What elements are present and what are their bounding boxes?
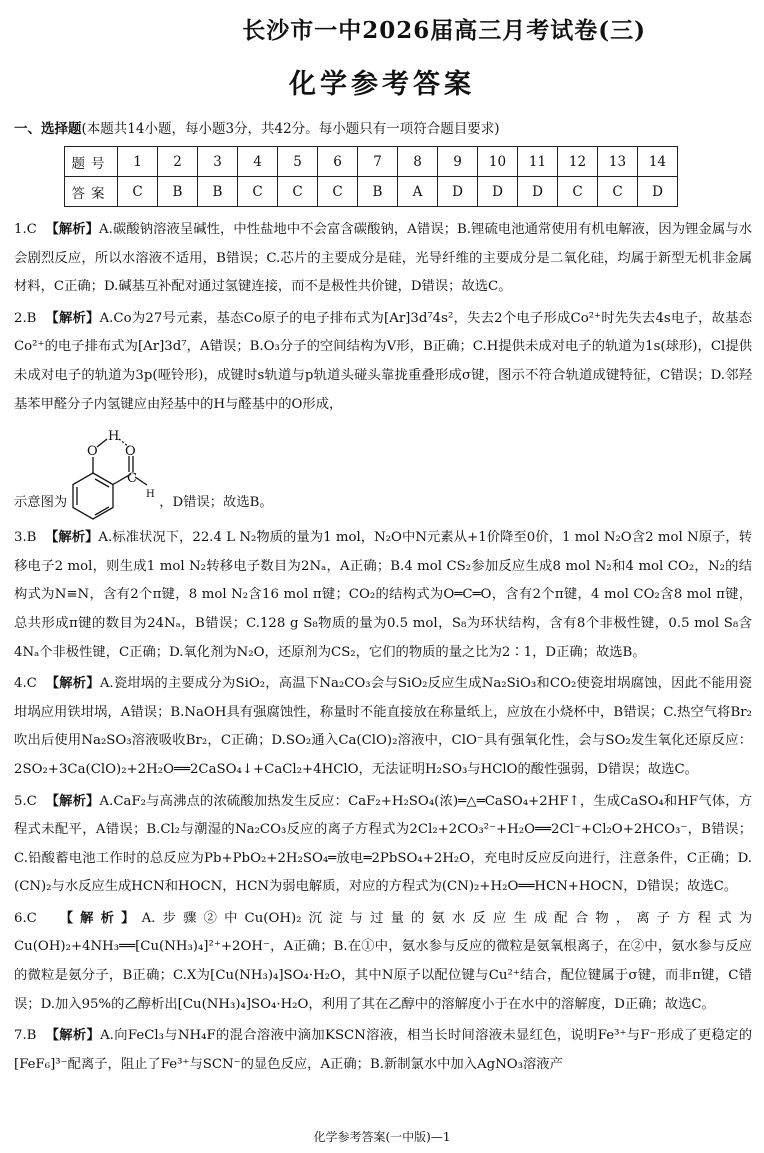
solution-item-1 <box>14 216 752 302</box>
salicylaldehyde-structure <box>67 425 159 521</box>
structure-conclusion: ，D错误；故选B。 <box>159 494 273 510</box>
solution-item-7 <box>14 1022 752 1079</box>
benzene-ring <box>73 473 113 519</box>
answer-cell: D <box>638 177 678 207</box>
page-footer: 化学参考答案(一中版)—1 <box>313 1130 451 1144</box>
solution-item-6 <box>14 905 752 1019</box>
atom-o1: O <box>87 444 98 460</box>
document-title: 化学参考答案 <box>289 69 475 100</box>
item-number: 2.B <box>14 310 37 326</box>
question-number: 5 <box>278 147 318 177</box>
row-label-number: 题号 <box>65 147 118 177</box>
section-heading-bold: 一、选择题 <box>14 121 82 137</box>
question-number: 9 <box>438 147 478 177</box>
item-number: 1.C <box>14 222 37 237</box>
answer-cell: D <box>478 177 518 207</box>
answer-cell: D <box>438 177 478 207</box>
item-number: 7.B <box>14 1028 37 1044</box>
item-text: A.向FeCl₃与NH₄F的混合溶液中滴加KSCN溶液，相当长时间溶液未显红色，说明Fe³⁺与F⁻形成了更稳定的[FeF₆]³⁻配离子，阻止了Fe³⁺与SCN⁻的显色反应，A正确；B.新制氯水中加入AgNO₃溶液产 <box>14 1028 752 1072</box>
exam-title: 长沙市一中2026届高三月考试卷(三) <box>242 17 646 44</box>
question-number: 10 <box>478 147 518 177</box>
answer-cell: C <box>598 177 638 207</box>
answer-cell: B <box>358 177 398 207</box>
answer-cell: C <box>118 177 158 207</box>
atom-c: C <box>127 471 138 487</box>
question-number: 4 <box>238 147 278 177</box>
atom-o2: O <box>125 444 136 460</box>
answer-table-answer-row <box>65 177 678 207</box>
answer-cell: B <box>198 177 238 207</box>
item-number: 3.B <box>14 530 37 546</box>
section-heading <box>14 117 499 137</box>
atom-h2: H <box>146 489 155 501</box>
solution-item-4 <box>14 670 752 784</box>
question-number: 14 <box>638 147 678 177</box>
item-tag: 【解析】 <box>59 910 142 926</box>
item-tag: 【解析】 <box>45 310 100 326</box>
question-number: 11 <box>518 147 558 177</box>
answer-cell: A <box>398 177 438 207</box>
answer-cell: C <box>318 177 358 207</box>
answer-cell: C <box>238 177 278 207</box>
question-number: 13 <box>598 147 638 177</box>
item-text: A.标准状况下，22.4 L N₂物质的量为1 mol，N₂O中N元素从+1价降至0价，1 mol N₂O含2 mol N原子，转移电子2 mol，则生成1 mol N₂转移电子数目为2Nₐ，A正确；B.4 mol CS₂参加反应生成8 mol N₂和4 mol CO₂，N₂的结构式为N≡N，含有2个π键，8 mol N₂含16 mol π键；CO₂的结构式为O═C═O，含有2个π键，4 mol CO₂含8 mol π键，总共形成π键的数目为24Nₐ，B错误；C.128 g S₈物质的量为0.5 mol，S₈为环状结构，含有8个非极性键，0.5 mol S₈含4Nₐ个非极性键，C正确；D.氧化剂为N₂O，还原剂为CS₂，它们的物质的量之比为2∶1，D正确；故选B。 <box>14 530 752 660</box>
answer-cell: C <box>558 177 598 207</box>
answer-cell: C <box>278 177 318 207</box>
question-number: 3 <box>198 147 238 177</box>
answer-table-number-row <box>65 147 678 177</box>
structure-row <box>14 421 752 521</box>
question-number: 8 <box>398 147 438 177</box>
item-tag: 【解析】 <box>45 530 99 546</box>
item-number: 5.C <box>14 793 37 809</box>
question-number: 12 <box>558 147 598 177</box>
item-text: A.步骤②中Cu(OH)₂沉淀与过量的氨水反应生成配合物，离子方程式为Cu(OH)₂+4NH₃══[Cu(NH₃)₄]²⁺+2OH⁻，A正确；B.在①中，氨水参与反应的微粒是氨氧根离子，在②中，氨水参与反应的微粒是氨分子，B正确；C.X为[Cu(NH₃)₄]SO₄·H₂O，其中N原子以配位键与Cu²⁺结合，配位键属于σ键，而非π键，C错误；D.加入95%的乙醇析出[Cu(NH₃)₄]SO₄·H₂O，利用了其在乙醇中的溶解度小于在水中的溶解度，D正确；故选C。 <box>14 910 752 1012</box>
question-number: 6 <box>318 147 358 177</box>
item-tag: 【解析】 <box>45 1028 101 1044</box>
item-text: A.瓷坩埚的主要成分为SiO₂，高温下Na₂CO₃会与SiO₂反应生成Na₂SiO₃和CO₂使瓷坩埚腐蚀，因此不能用瓷坩埚应用铁坩埚，A错误；B.NaOH具有强腐蚀性，称量时不能直接放在称量纸上，应放在小烧杯中，B错误；C.热空气将Br₂吹出后使用Na₂SO₃溶液吸收Br₂，C正确；D.SO₂通入Ca(ClO)₂溶液中，ClO⁻具有强氧化性，会与SO₂发生氧化还原反应：2SO₂+3Ca(ClO)₂+2H₂O══2CaSO₄↓+CaCl₂+4HClO，无法证明H₂SO₃与HClO的酸性强弱，D错误；故选C。 <box>14 676 752 777</box>
item-tag: 【解析】 <box>45 222 100 237</box>
question-number: 2 <box>158 147 198 177</box>
item-text: A.CaF₂与高沸点的浓硫酸加热发生反应：CaF₂+H₂SO₄(浓)═△═CaSO₄+2HF↑，生成CaSO₄和HF气体，方程式未配平，A错误；B.Cl₂与潮湿的Na₂CO₃反应的离子方程式为2Cl₂+2CO₃²⁻+H₂O══2Cl⁻+Cl₂O+2HCO₃⁻，B错误；C.铅酸蓄电池工作时的总反应为Pb+PbO₂+2H₂SO₄═放电═2PbSO₄+2H₂O，充电时反应反向进行，注意条件，C正确；D.(CN)₂与水反应生成HCN和HOCN，HCN为弱电解质，对应的方程式为(CN)₂+H₂O══HCN+HOCN，D错误；故选C。 <box>14 793 752 895</box>
section-heading-rest: (本题共14小题，每小题3分，共42分。每小题只有一项符合题目要求) <box>81 121 500 137</box>
row-label-answer: 答案 <box>65 177 118 207</box>
question-number: 7 <box>358 147 398 177</box>
answer-cell: D <box>518 177 558 207</box>
atom-h: H <box>108 429 120 445</box>
item-text: A.Co为27号元素，基态Co原子的电子排布式为[Ar]3d⁷4s²，失去2个电子形成Co²⁺时先失去4s电子，故基态Co²⁺的电子排布式为[Ar]3d⁷，A错误；B.O₃分子的空间结构为V形，B正确；C.H提供未成对电子的轨道为1s(球形)，Cl提供未成对电子的轨道为3p(哑铃形)，成键时s轨道与p轨道头碰头靠拢重叠形成σ键，图示不符合轨道成键特征，C错误；D.邻羟基苯甲醛分子内氢键应由羟基中的H与醛基中的O形成， <box>14 310 752 412</box>
answer-table <box>64 146 678 207</box>
answer-cell: B <box>158 177 198 207</box>
ring-double-bond <box>95 479 109 487</box>
structure-caption: 示意图为 <box>14 494 68 510</box>
item-tag: 【解析】 <box>45 793 100 809</box>
item-tag: 【解析】 <box>45 676 100 692</box>
solutions-list <box>14 216 752 1082</box>
solution-item-3 <box>14 524 752 667</box>
item-number: 6.C <box>14 910 37 926</box>
solution-item-5 <box>14 788 752 902</box>
bond-o-h <box>97 439 107 447</box>
solution-item-2 <box>14 305 752 521</box>
question-number: 1 <box>118 147 158 177</box>
item-text: A.碳酸钠溶液呈碱性，中性盐地中不会富含碳酸钠，A错误；B.锂硫电池通常使用有机电解液，因为锂金属与水会剧烈反应，所以水溶液不适用，B错误；C.芯片的主要成分是硅，光导纤维的主要成分是二氧化硅，均属于新型无机非金属材料，C正确；D.碱基互补配对通过氢键连接，而不是极性共价键，D错误；故选C。 <box>14 222 752 295</box>
item-number: 4.C <box>14 676 37 692</box>
